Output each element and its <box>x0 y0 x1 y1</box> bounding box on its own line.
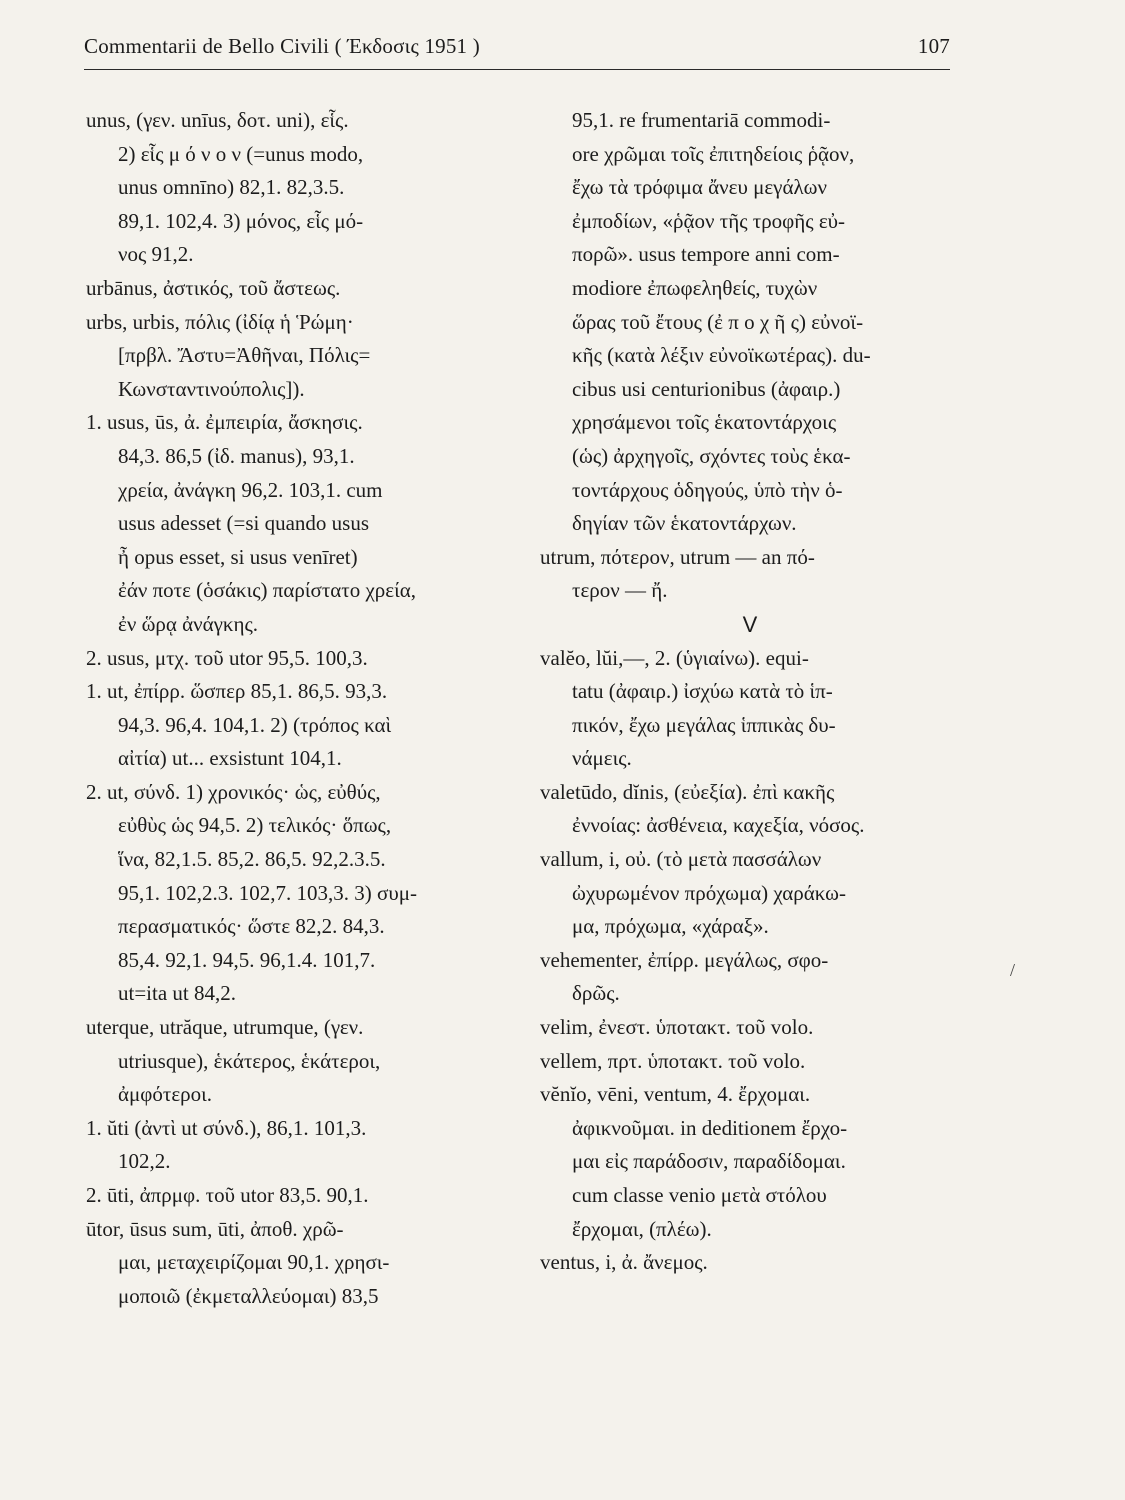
entry-line: 2. ut, σύνδ. 1) χρονικός· ὡς, εὐθύς, <box>86 779 381 804</box>
entry-line: [πρβλ. Ἄστυ=Ἀθῆναι, Πόλις= <box>118 343 371 368</box>
entry-line: valĕo, lŭi,—, 2. (ὑγιαίνω). equi- <box>540 645 809 670</box>
entry-line: ὠχυρωμένον πρόχωμα) χαράκω- <box>572 880 846 905</box>
entry-line: ἦ opus esset, si usus venīret) <box>118 544 358 569</box>
entry-line: 84,3. 86,5 (ἰδ. manus), 93,1. <box>118 443 355 468</box>
entry-line: ἵνα, 82,1.5. 85,2. 86,5. 92,2.3.5. <box>118 847 386 872</box>
entry-line: uterque, utrăque, utrumque, (γεν. <box>86 1015 364 1040</box>
entry-line: ut=ita ut 84,2. <box>118 981 237 1006</box>
entry-line: ἔχω τὰ τρόφιμα ἄνευ μεγάλων <box>572 175 827 200</box>
entry-line: τερον — ἤ. <box>572 578 668 603</box>
entry-line: ἔρχομαι, (πλέω). <box>572 1216 712 1241</box>
entry-line: ἀφικνοῦμαι. in deditionem ἔρχο- <box>572 1115 848 1140</box>
entry-line: unus omnīno) 82,1. 82,3.5. <box>118 175 345 200</box>
entry-line: μαι, μεταχειρίζομαι 90,1. χρησι- <box>118 1250 390 1275</box>
entry-line: 1. ŭti (ἀντὶ ut σύνδ.), 86,1. 101,3. <box>86 1115 367 1140</box>
entry-line: μαι εἰς παράδοσιν, παραδίδομαι. <box>572 1149 846 1174</box>
running-title: Commentarii de Bello Civili ( Έκδοσις 1951 ) <box>84 34 480 58</box>
entry-line: vellem, πρτ. ὑποτακτ. τοῦ volo. <box>540 1048 806 1073</box>
entry-line: 85,4. 92,1. 94,5. 96,1.4. 101,7. <box>118 947 376 972</box>
entry-line: περασματικός· ὥστε 82,2. 84,3. <box>118 914 385 939</box>
right-column <box>540 104 960 1280</box>
entry-line: ἐμποδίων, «ῥᾷον τῆς τροφῆς εὐ- <box>572 208 846 233</box>
entry-line: μοποιῶ (ἐκμεταλλεύομαι) 83,5 <box>118 1283 379 1308</box>
entry-line: valetūdo, dĭnis, (εὐεξία). ἐπὶ κακῆς <box>540 779 835 804</box>
entry-line: 89,1. 102,4. 3) μόνος, εἷς μό- <box>118 208 364 233</box>
entry-line: 102,2. <box>118 1149 171 1174</box>
entry-line: ἀμφότεροι. <box>118 1082 213 1107</box>
entry-line: modiore ἐπωφεληθείς, τυχὼν <box>572 275 818 300</box>
entry-line: ὥρας τοῦ ἔτους (ἐ π ο χ ῆ ς) εὐνοϊ- <box>572 309 864 334</box>
entry-line: χρεία, ἀνάγκη 96,2. 103,1. cum <box>118 477 383 502</box>
entry-line: ἐννοίας: ἀσθένεια, καχεξία, νόσος. <box>572 813 865 838</box>
margin-mark: / <box>1010 960 1016 980</box>
entry-line: εὐθὺς ὡς 94,5. 2) τελικός· ὅπως, <box>118 813 392 838</box>
running-header <box>84 34 950 59</box>
entry-line: ore χρῶμαι τοῖς ἐπιτηδείοις ῥᾷον, <box>572 141 855 166</box>
entry-line: cum classe venio μετὰ στόλου <box>572 1183 827 1207</box>
entry-line: αἰτία) ut... exsistunt 104,1. <box>118 746 342 771</box>
entry-line: κῆς (κατὰ λέξιν εὐνοϊκωτέρας). du- <box>572 343 871 368</box>
entry-line: ventus, i, ἀ. ἄνεμος. <box>540 1250 708 1275</box>
entry-line: urbānus, ἀστικός, τοῦ ἄστεως. <box>86 275 341 300</box>
entry-line: τοντάρχους ὁδηγούς, ὑπὸ τὴν ὁ- <box>572 477 843 502</box>
entry-line: vehementer, ἐπίρρ. μεγάλως, σφο- <box>540 947 829 972</box>
entry-line: νος 91,2. <box>118 242 194 267</box>
entry-line: usus adesset (=si quando usus <box>118 511 369 536</box>
entry-line: 2. usus, μτχ. τοῦ utor 95,5. 100,3. <box>86 645 368 670</box>
entry-line: (ὡς) ἀρχηγοῖς, σχόντες τοὺς ἑκα- <box>572 443 851 468</box>
entry-line: vallum, i, οὐ. (τὸ μετὰ πασσάλων <box>540 847 822 872</box>
entry-line: utriusque), ἑκάτερος, ἑκάτεροι, <box>118 1048 381 1073</box>
entry-line: πορῶ». usus tempore anni com- <box>572 242 840 267</box>
left-column <box>86 104 514 1313</box>
entry-line: νάμεις. <box>572 746 632 771</box>
entry-line: cibus usi centurionibus (ἀφαιρ.) <box>572 376 841 401</box>
entry-line: unus, (γεν. unīus, δοτ. uni), εἷς. <box>86 108 349 132</box>
entry-line: 95,1. 102,2.3. 102,7. 103,3. 3) συμ- <box>118 880 417 905</box>
entry-line: 2. ūti, ἀπρμφ. τοῦ utor 83,5. 90,1. <box>86 1183 369 1207</box>
entry-line: δρῶς. <box>572 981 620 1006</box>
header-rule <box>84 69 950 70</box>
entry-line: ἐάν ποτε (ὁσάκις) παρίστατο χρεία, <box>118 578 416 603</box>
entry-line: μα, πρόχωμα, «χάραξ». <box>572 914 769 939</box>
entry-line: πικόν, ἔχω μεγάλας ἱππικὰς δυ- <box>572 712 836 737</box>
entry-line: ūtor, ūsus sum, ūti, ἀποθ. χρῶ- <box>86 1216 344 1241</box>
entry-line: Κωνσταντινούπολις]). <box>118 376 305 401</box>
entry-line: 95,1. re frumentariā commodi- <box>572 108 831 132</box>
page-number: 107 <box>917 34 950 58</box>
entry-line: 94,3. 96,4. 104,1. 2) (τρόπος καὶ <box>118 712 392 737</box>
entry-line: tatu (ἀφαιρ.) ἰσχύω κατὰ τὸ ἱπ- <box>572 679 833 704</box>
section-letter: V <box>742 611 758 637</box>
entry-line: δηγίαν τῶν ἑκατοντάρχων. <box>572 511 797 536</box>
entry-line: χρησάμενοι τοῖς ἑκατοντάρχοις <box>572 410 837 435</box>
entry-line: 1. usus, ūs, ἀ. ἐμπειρία, ἄσκησις. <box>86 410 363 435</box>
entry-line: ἐν ὥρᾳ ἀνάγκης. <box>118 611 259 636</box>
entry-line: 1. ut, ἐπίρρ. ὥσπερ 85,1. 86,5. 93,3. <box>86 679 388 704</box>
entry-line: urbs, urbis, πόλις (ἰδίᾳ ἡ Ῥώμη· <box>86 309 354 334</box>
entry-line: vĕnĭo, vēni, ventum, 4. ἔρχομαι. <box>540 1082 811 1107</box>
entry-line: velim, ἐνεστ. ὑποτακτ. τοῦ volo. <box>540 1015 814 1040</box>
entry-line: utrum, πότερον, utrum — an πό- <box>540 544 815 569</box>
entry-line: 2) εἷς μ ό ν ο ν (=unus modo, <box>118 141 364 166</box>
